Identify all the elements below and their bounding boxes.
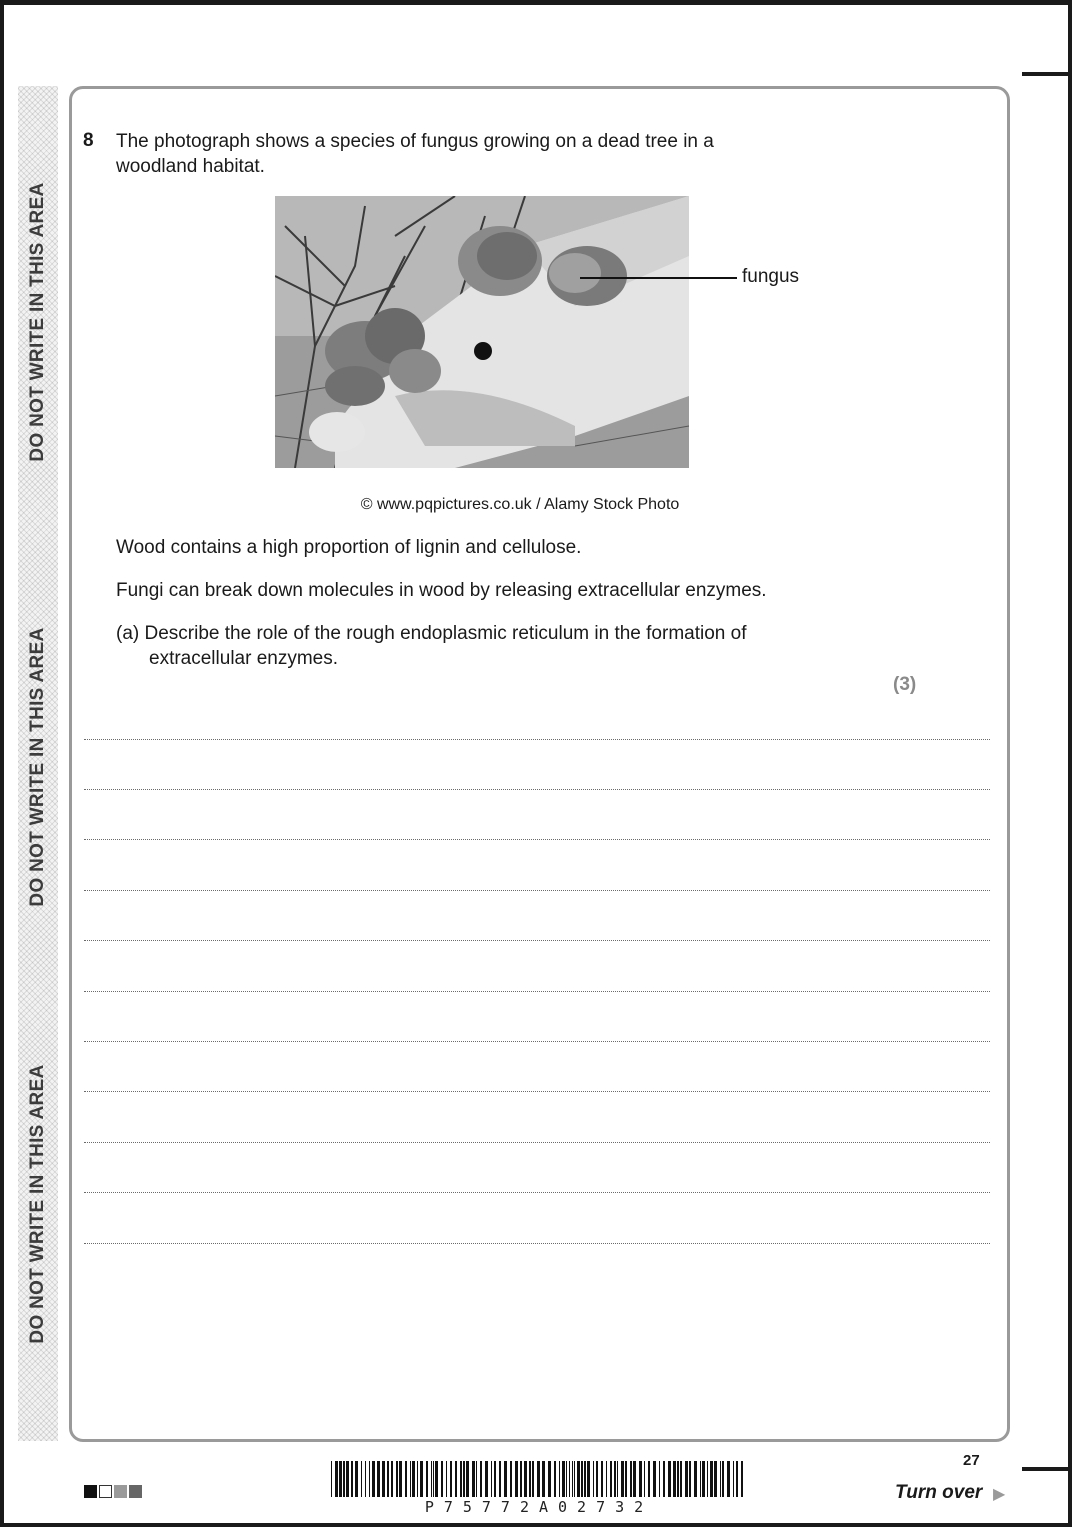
answer-line[interactable] bbox=[84, 1192, 990, 1193]
answer-line[interactable] bbox=[84, 839, 990, 840]
part-a-line1: (a) Describe the role of the rough endoplasmic reticulum in the formation of bbox=[116, 623, 747, 644]
paragraph-enzymes: Fungi can break down molecules in wood by releasing extracellular enzymes. bbox=[116, 580, 767, 601]
answer-line[interactable] bbox=[84, 991, 990, 992]
question-intro-line1: The photograph shows a species of fungus growing on a dead tree in a bbox=[116, 131, 714, 152]
fungus-photograph bbox=[275, 196, 689, 468]
page-position-squares bbox=[84, 1485, 142, 1498]
fungus-label-pointer bbox=[580, 277, 737, 279]
marks-allocation: (3) bbox=[893, 674, 917, 695]
question-number: 8 bbox=[83, 130, 94, 151]
margin-warning: DO NOT WRITE IN THIS AREA bbox=[27, 627, 48, 907]
turn-over-text: Turn over bbox=[895, 1482, 983, 1503]
answer-line[interactable] bbox=[84, 890, 990, 891]
answer-line[interactable] bbox=[84, 1142, 990, 1143]
answer-line[interactable] bbox=[84, 1243, 990, 1244]
part-a-line2: extracellular enzymes. bbox=[149, 648, 339, 669]
turn-over-arrow-icon: ▶ bbox=[993, 1486, 1006, 1503]
margin-warning: DO NOT WRITE IN THIS AREA bbox=[27, 1064, 48, 1344]
photo-credit: © www.pqpictures.co.uk / Alamy Stock Photo bbox=[360, 496, 680, 513]
barcode bbox=[331, 1461, 747, 1497]
registration-mark-bottom bbox=[1022, 1467, 1072, 1471]
answer-line[interactable] bbox=[84, 940, 990, 941]
answer-line[interactable] bbox=[84, 1041, 990, 1042]
answer-line[interactable] bbox=[84, 789, 990, 790]
margin-warning: DO NOT WRITE IN THIS AREA bbox=[27, 182, 48, 462]
fungus-label: fungus bbox=[742, 266, 800, 287]
barcode-text: P75772A02732 bbox=[424, 1498, 654, 1516]
registration-mark-top bbox=[1022, 72, 1072, 76]
question-intro-line2: woodland habitat. bbox=[116, 156, 265, 177]
paragraph-lignin: Wood contains a high proportion of lignin and cellulose. bbox=[116, 537, 582, 558]
page-number: 27 bbox=[963, 1452, 980, 1469]
answer-line[interactable] bbox=[84, 739, 990, 740]
answer-line[interactable] bbox=[84, 1091, 990, 1092]
